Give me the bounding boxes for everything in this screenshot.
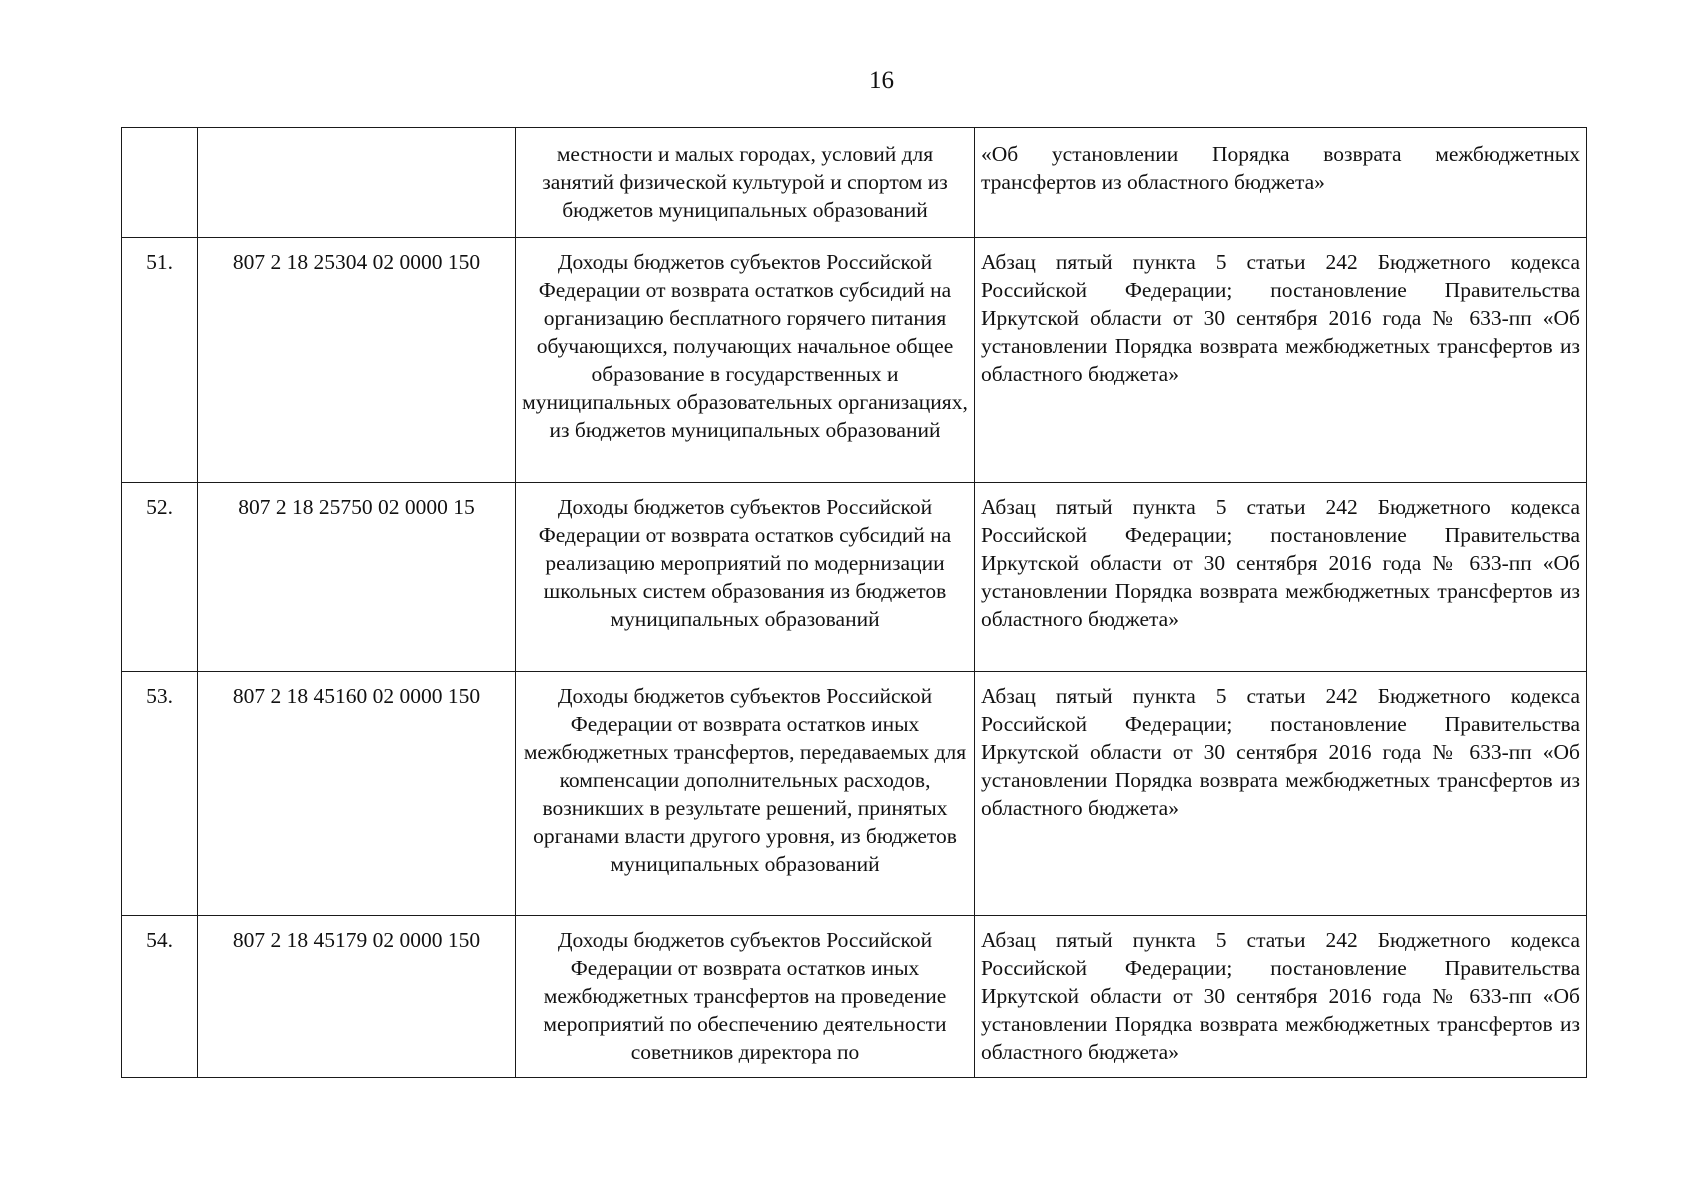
revenue-name-cell: Доходы бюджетов субъектов Российской Федерации от возврата остатков иных межбюджетных трансфертов на проведение мероприятий по обеспечению деятельности советников директора по — [516, 916, 975, 1078]
table-row — [122, 238, 1587, 483]
revenue-name-cell: Доходы бюджетов субъектов Российской Федерации от возврата остатков субсидий на организацию бесплатного горячего питания обучающихся, получающих начальное общее образование в государственных и муниципальных образовательных организациях, из бюджетов муниципальных образований — [516, 238, 975, 483]
table-row — [122, 483, 1587, 672]
legal-basis-cell: Абзац пятый пункта 5 статьи 242 Бюджетного кодекса Российской Федерации; постановление Правительства Иркутской области от 30 сентября 2016 года № 633-пп «Об установлении Порядка возврата межбюджетных трансфертов из областного бюджета» — [975, 483, 1587, 672]
table-row-continuation — [122, 128, 1587, 238]
table-row — [122, 672, 1587, 916]
row-number-cell: 54. — [122, 916, 198, 1078]
row-number-cell: 53. — [122, 672, 198, 916]
revenue-code-cell: 807 2 18 25750 02 0000 15 — [198, 483, 516, 672]
legal-basis-cell: «Об установлении Порядка возврата межбюджетных трансфертов из областного бюджета» — [975, 128, 1587, 238]
revenue-code-cell: 807 2 18 25304 02 0000 150 — [198, 238, 516, 483]
legal-basis-cell: Абзац пятый пункта 5 статьи 242 Бюджетного кодекса Российской Федерации; постановление Правительства Иркутской области от 30 сентября 2016 года № 633-пп «Об установлении Порядка возврата межбюджетных трансфертов из областного бюджета» — [975, 238, 1587, 483]
revenue-name-cell: местности и малых городах, условий для занятий физической культурой и спортом из бюджетов муниципальных образований — [516, 128, 975, 238]
revenue-code-cell: 807 2 18 45160 02 0000 150 — [198, 672, 516, 916]
page-number: 16 — [869, 67, 894, 94]
legal-basis-cell: Абзац пятый пункта 5 статьи 242 Бюджетного кодекса Российской Федерации; постановление Правительства Иркутской области от 30 сентября 2016 года № 633-пп «Об установлении Порядка возврата межбюджетных трансфертов из областного бюджета» — [975, 672, 1587, 916]
revenue-name-cell: Доходы бюджетов субъектов Российской Федерации от возврата остатков иных межбюджетных трансфертов, передаваемых для компенсации дополнительных расходов, возникших в результате решений, принятых органами власти другого уровня, из бюджетов муниципальных образований — [516, 672, 975, 916]
revenue-codes-table — [121, 127, 1587, 1078]
row-number-cell: 51. — [122, 238, 198, 483]
row-number-cell — [122, 128, 198, 238]
row-number-cell: 52. — [122, 483, 198, 672]
revenue-name-cell: Доходы бюджетов субъектов Российской Федерации от возврата остатков субсидий на реализацию мероприятий по модернизации школьных систем образования из бюджетов муниципальных образований — [516, 483, 975, 672]
revenue-code-cell: 807 2 18 45179 02 0000 150 — [198, 916, 516, 1078]
legal-basis-cell: Абзац пятый пункта 5 статьи 242 Бюджетного кодекса Российской Федерации; постановление Правительства Иркутской области от 30 сентября 2016 года № 633-пп «Об установлении Порядка возврата межбюджетных трансфертов из областного бюджета» — [975, 916, 1587, 1078]
revenue-code-cell — [198, 128, 516, 238]
table-row — [122, 916, 1587, 1078]
